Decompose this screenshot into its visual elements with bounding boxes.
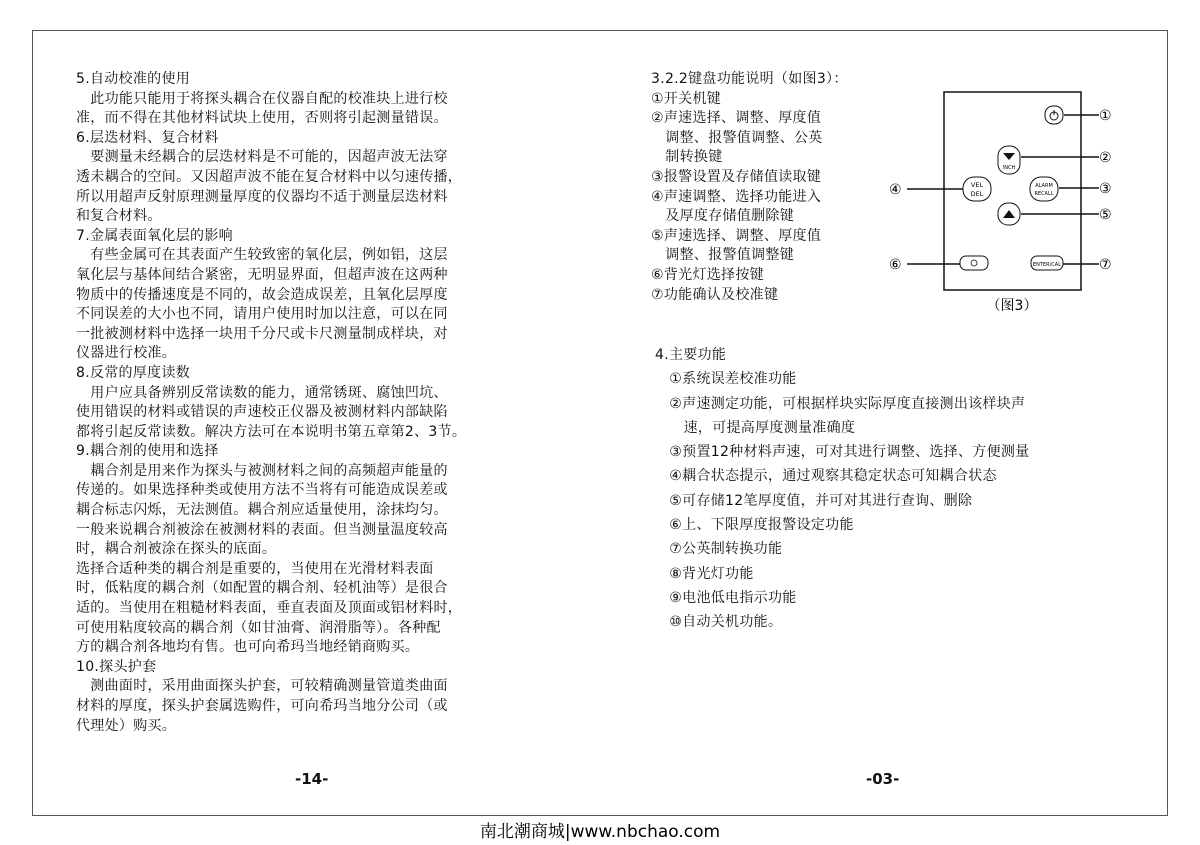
text-line: 和复合材料。 [76,208,162,225]
text-line: 7.金属表面氧化层的影响 [76,227,233,244]
text-line: 方的耦合剂各地均有售。也可向希玛当地经销商购买。 [76,639,420,656]
text-line: ⑤可存储12笔厚度值，并可对其进行查询、删除 [655,492,973,509]
callout-1: ① [1099,108,1112,124]
text-line: ⑦功能确认及校准键 [651,286,779,303]
text-line: 此功能只能用于将探头耦合在仪器自配的校准块上进行校 [76,90,448,107]
text-line: 耦合剂是用来作为探头与被测材料之间的高频超声能量的 [76,462,448,479]
text-line: 都将引起反常读数。解决方法可在本说明书第五章第2、3节。 [76,423,467,440]
callout-2: ② [1099,150,1112,166]
text-line: 氧化层与基体间结合紧密，无明显界面，但超声波在这两种 [76,266,448,283]
alarm-label: ALARM [1035,183,1053,189]
text-line: 适的。当使用在粗糙材料表面，垂直表面及顶面或铝材料时， [76,600,463,617]
callout-3: ③ [1099,181,1112,197]
text-line: 6.层迭材料、复合材料 [76,129,219,146]
callout-6: ⑥ [889,257,902,273]
text-line: 8.反常的厚度读数 [76,364,191,381]
backlight-key [960,256,988,270]
text-line: 一般来说耦合剂被涂在被测材料的表面。但当测量温度较高 [76,521,448,538]
text-line: ②声速测定功能，可根据样块实际厚度直接测出该样块声 [655,395,1026,412]
text-line: 时，耦合剂被涂在探头的底面。 [76,541,277,558]
text-line: 调整、报警值调整、公英 [651,129,823,146]
text-line: 制转换键 [651,149,723,166]
text-line: ⑦公英制转换功能 [655,541,783,558]
text-line: 5.自动校准的使用 [76,71,191,87]
vel-label: VEL [970,181,984,189]
text-line: 使用错误的材料或错误的声速校正仪器及被测材料内部缺陷 [76,404,448,421]
del-label: DEL [970,190,984,198]
keypad-diagram [885,90,1135,320]
text-line: 准，而不得在其他材料试块上使用，否则将引起测量错误。 [76,110,448,127]
page-number-left: -14- [295,770,329,788]
text-line: ④耦合状态提示，通过观察其稳定状态可知耦合状态 [655,468,997,485]
text-line: ⑤声速选择、调整、厚度值 [651,227,822,244]
text-line: ①开关机键 [651,90,722,107]
figure-caption: （图3） [986,298,1038,314]
power-key [1045,106,1063,124]
text-line: 9.耦合剂的使用和选择 [76,443,219,460]
up-key [998,203,1020,225]
text-line: 时，低粘度的耦合剂（如配置的耦合剂、轻机油等）是很合 [76,580,448,597]
text-line: 及厚度存储值删除键 [651,208,794,225]
text-line: 速，可提高厚度测量准确度 [655,419,856,436]
text-line: 不同误差的大小也不同，请用户使用时加以注意，可以在同 [76,306,448,323]
text-line: 物质中的传播速度是不同的，故会造成误差，且氧化层厚度 [76,286,448,303]
text-line: 3.2.2键盘功能说明（如图3）： [651,71,848,87]
text-line: 传递的。如果选择种类或使用方法不当将有可能造成误差或 [76,482,448,499]
callout-5: ⑤ [1099,207,1112,223]
inch-label: INCH [1002,165,1016,171]
recall-label: RECALL [1034,191,1054,197]
text-line: ②声速选择、调整、厚度值 [651,110,822,127]
text-line: 选择合适种类的耦合剂是重要的，当使用在光滑材料表面 [76,560,434,577]
text-line: 透未耦合的空间。又因超声波不能在复合材料中以匀速传播， [76,168,463,185]
enter-cal-key [1031,256,1063,270]
text-line: ⑨电池低电指示功能 [655,589,797,606]
text-line: 调整、报警值调整键 [651,247,794,264]
text-line: 4.主要功能 [655,347,727,363]
text-line: 耦合标志闪烁，无法测值。耦合剂应适量使用，涂抹均匀。 [76,502,448,519]
text-line: ④声速调整、选择功能进入 [651,188,822,205]
alarm-recall-key [1030,177,1058,201]
text-line: 所以用超声反射原理测量厚度的仪器均不适于测量层迭材料 [76,188,448,205]
page-number-right: -03- [866,770,900,788]
enter-cal-label: ENTER/CAL [1033,262,1061,268]
vel-del-key [963,177,991,201]
keypad-description-text [651,70,891,305]
text-line: 10.探头护套 [76,658,157,675]
left-column-text [76,70,556,736]
text-line: 测曲面时，采用曲面探头护套，可较精确测量管道类曲面 [76,678,448,695]
callout-4: ④ [889,182,902,198]
text-line: ⑥背光灯选择按键 [651,266,764,283]
text-line: 材料的厚度，探头护套属选购件，可向希玛当地分公司（或 [76,698,448,714]
main-functions-text [655,343,1125,635]
text-line: ①系统误差校准功能 [655,371,797,388]
text-line: ③报警设置及存储值读取键 [651,168,822,185]
text-line: ③预置12种材料声速，可对其进行调整、选择、方便测量 [655,444,1030,461]
text-line: 仪器进行校准。 [76,345,177,362]
down-inch-key [998,146,1020,174]
text-line: ⑥上、下限厚度报警设定功能 [655,517,854,534]
callout-7: ⑦ [1099,257,1112,273]
text-line: 有些金属可在其表面产生较致密的氧化层，例如铝，这层 [76,247,448,264]
text-line: ⑧背光灯功能 [655,565,754,582]
text-line: 代理处）购买。 [76,717,177,734]
text-line: 用户应具备辨别反常读数的能力，通常锈斑、腐蚀凹坑、 [76,384,448,401]
text-line: ⑩自动关机功能。 [655,614,783,631]
text-line: 要测量未经耦合的层迭材料是不可能的，因超声波无法穿 [76,149,448,166]
footer-watermark: 南北潮商城|www.nbchao.com [479,822,721,842]
text-line: 一批被测材料中选择一块用千分尺或卡尺测量制成样块，对 [76,325,448,342]
text-line: 可使用粘度较高的耦合剂（如甘油膏、润滑脂等）。各种配 [76,619,441,636]
